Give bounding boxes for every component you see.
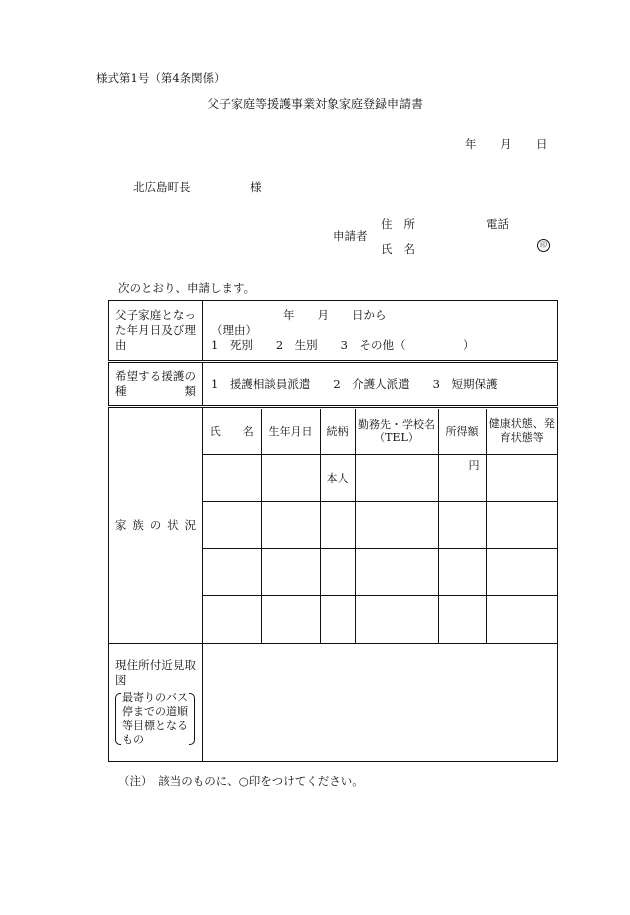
family-cell-name[interactable] <box>203 549 261 596</box>
date-month-label: 月 <box>500 137 512 151</box>
family-cell-birthdate[interactable] <box>261 549 320 596</box>
header-workplace: 勤務先・学校名（TEL） <box>355 409 438 455</box>
family-cell-health[interactable] <box>486 596 557 643</box>
family-cell-relation[interactable] <box>320 596 355 643</box>
reason-label: （理由） <box>211 323 257 337</box>
map-label: 現住所付近見取図 <box>115 658 196 687</box>
family-cell-relation[interactable] <box>320 502 355 549</box>
assistance-options[interactable]: 1 援護相談員派遣 2 介護人派遣 3 短期保護 <box>203 362 558 407</box>
header-relation: 続柄 <box>320 409 355 455</box>
family-cell-birthdate[interactable] <box>261 455 320 502</box>
yen-label: 円 <box>438 455 486 502</box>
page-title: 父子家庭等援護事業対象家庭登録申請書 <box>206 97 423 111</box>
family-cell-income[interactable] <box>438 549 486 596</box>
footnote: （注） 該当のものに、○印をつけてください。 <box>118 774 364 788</box>
family-cell <box>203 407 558 644</box>
family-cell-health[interactable] <box>486 502 557 549</box>
widowhood-date-line: 年 月 日から <box>283 308 387 322</box>
family-cell-birthdate[interactable] <box>261 502 320 549</box>
family-cell-workplace[interactable] <box>355 596 438 643</box>
seal-mark: 印 <box>537 239 550 252</box>
name-label: 氏名 <box>381 242 426 256</box>
map-label-cell <box>109 644 203 762</box>
family-cell-health[interactable] <box>486 549 557 596</box>
widowhood-label: 父子家庭となった年月日及び理由 <box>109 301 203 362</box>
applicant-label: 申請者 <box>333 229 368 243</box>
phone-label: 電話 <box>486 217 509 231</box>
map-drawing-area[interactable] <box>203 644 558 762</box>
address-label: 住所 <box>381 217 426 231</box>
family-cell-relation-self: 本人 <box>320 455 355 502</box>
assistance-label: 希望する援護の種類 <box>109 362 203 407</box>
widowhood-cell[interactable] <box>203 301 558 362</box>
form-number: 様式第1号（第4条関係） <box>96 71 226 85</box>
application-table <box>108 300 558 762</box>
family-cell-income[interactable] <box>438 596 486 643</box>
family-cell-income[interactable] <box>438 502 486 549</box>
intro-text: 次のとおり、申請します。 <box>118 281 256 295</box>
family-label: 家族の状況 <box>109 407 203 644</box>
family-cell-workplace[interactable] <box>355 549 438 596</box>
family-cell-workplace[interactable] <box>355 455 438 502</box>
map-note: 最寄りのバス停までの道順等目標となるもの <box>115 691 195 747</box>
family-cell-name[interactable] <box>203 502 261 549</box>
family-cell-health[interactable] <box>486 455 557 502</box>
family-cell-relation[interactable] <box>320 549 355 596</box>
header-income: 所得額 <box>438 409 486 455</box>
family-table <box>203 409 557 643</box>
header-health: 健康状態、発育状態等 <box>486 409 557 455</box>
date-day-label: 日 <box>536 137 548 151</box>
header-birthdate: 生年月日 <box>261 409 320 455</box>
reason-options: 1 死別 2 生別 3 その他（ ） <box>211 338 475 352</box>
date-year-label: 年 <box>465 137 477 151</box>
family-cell-name[interactable] <box>203 596 261 643</box>
addressee: 北広島町長 <box>133 180 191 194</box>
honorific: 様 <box>250 180 262 194</box>
header-name: 氏 名 <box>203 409 261 455</box>
family-cell-workplace[interactable] <box>355 502 438 549</box>
family-cell-birthdate[interactable] <box>261 596 320 643</box>
family-cell-name[interactable] <box>203 455 261 502</box>
